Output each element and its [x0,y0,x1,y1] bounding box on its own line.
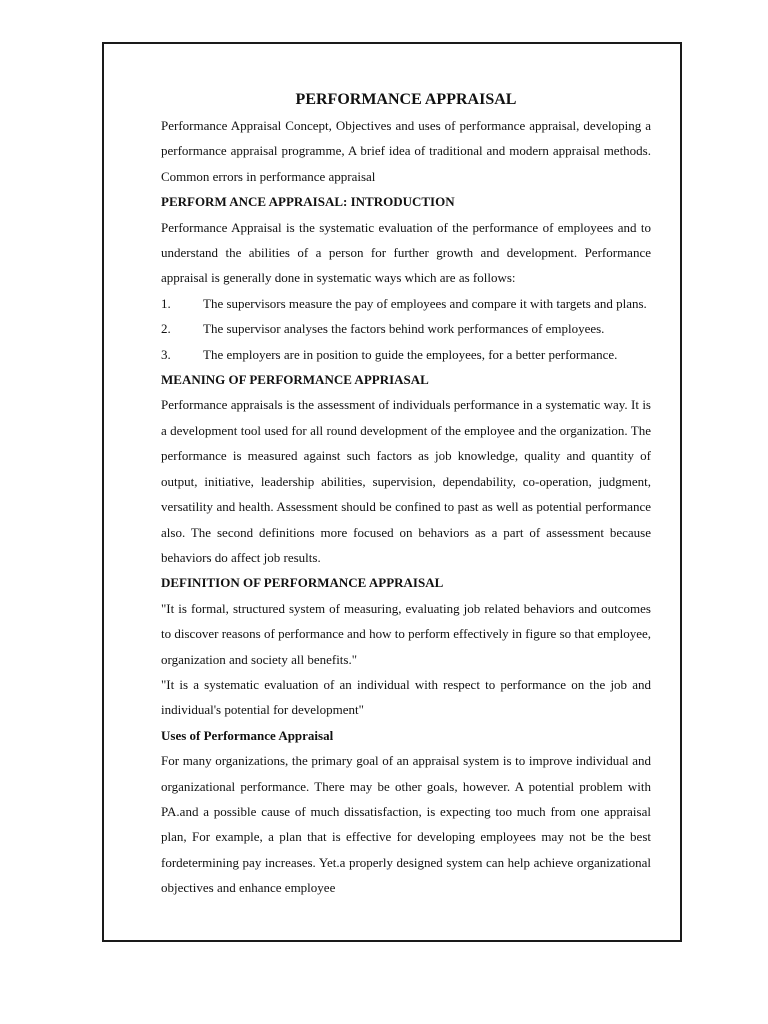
definition-quote-2: "It is a systematic evaluation of an individual with respect to performance on the job and individual's potential for development" [161,676,651,718]
section-heading-meaning: MEANING OF PERFORMANCE APPRIASAL [161,372,429,388]
uses-paragraph: For many organizations, the primary goal of an appraisal system is to improve individual and organizational performance. There may be other goals, however. A potential problem with PA.and a possible cause of much dissatisfaction, is expecting too much from one appraisal plan, For example, a plan that is effective for developing employees may not be the best fordetermining pay increases. Yet.a properly designed system can help achieve organizational objectives and enhance employee [161,753,651,896]
list-item [161,291,651,316]
intro-paragraph: Performance Appraisal Concept, Objectives and uses of performance appraisal, developing a performance appraisal programme, A brief idea of traditional and modern appraisal methods. Common errors in performance appraisal [161,118,651,184]
introduction-list [161,291,651,367]
introduction-paragraph: Performance Appraisal is the systematic evaluation of the performance of employees and to understand the abilities of a person for further growth and development. Performance appraisal is generally done in systematic ways which are as follows: [161,219,651,286]
page-title: PERFORMANCE APPRAISAL [295,91,517,108]
list-item-text: The supervisors measure the pay of employees and compare it with targets and plans. [203,295,647,311]
list-item-number: 2. [161,321,171,337]
list-item-text: The employers are in position to guide the employees, for a better performance. [203,346,618,362]
section-heading-definition: DEFINITION OF PERFORMANCE APPRAISAL [161,575,444,591]
section-heading-uses: Uses of Performance Appraisal [161,727,334,743]
list-item [161,342,651,367]
meaning-paragraph: Performance appraisals is the assessment of individuals performance in a systematic way. It is a development tool used for all round development of the employee and the organization. The performance is measured against such factors as job knowledge, quality and quantity of output, initiative, leadership abilities, supervision, dependability, co-operation, judgment, versatility and health. Assessment should be confined to past as well as potential performance also. The second definitions more focused on behaviors as a part of assessment because behaviors do affect job results. [161,397,651,565]
list-item-number: 1. [161,295,171,311]
list-item-text: The supervisor analyses the factors behind work performances of employees. [203,321,605,337]
list-item [161,316,651,341]
list-item-number: 3. [161,346,171,362]
document-body [161,88,651,901]
section-heading-introduction: PERFORM ANCE APPRAISAL: INTRODUCTION [161,194,455,210]
document-page [102,42,682,942]
definition-quote-1: "It is formal, structured system of measuring, evaluating job related behaviors and outcomes to discover reasons of performance and how to perform effectively in figure so that employee, organization and society all benefits." [161,600,651,667]
